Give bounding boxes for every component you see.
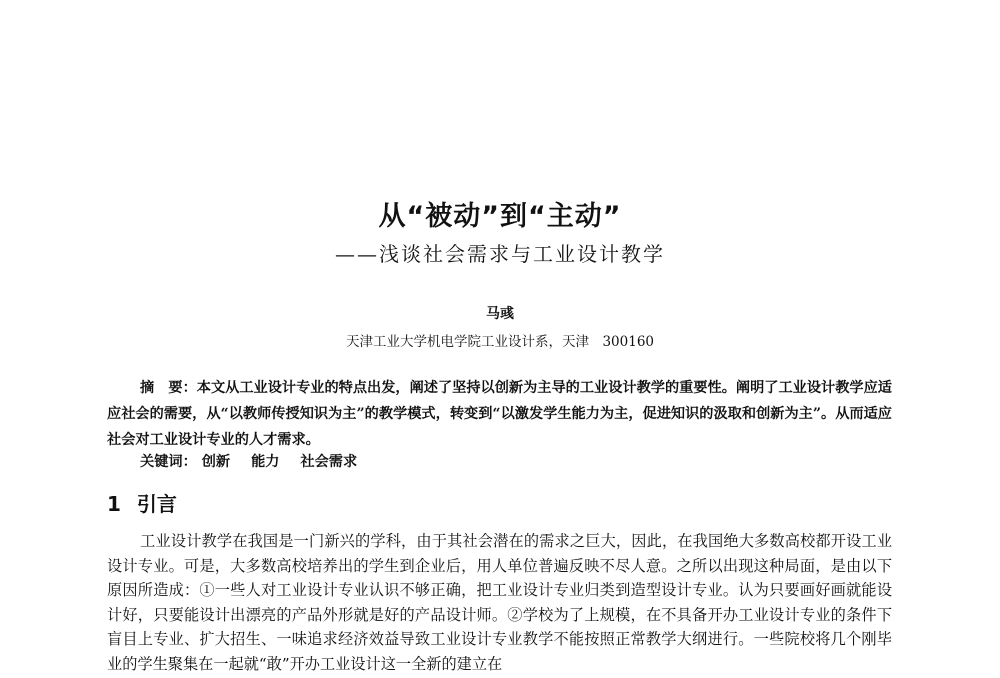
abstract-text: 本文从工业设计专业的特点出发，阐述了坚持以创新为主导的工业设计教学的重要性。阐明了工业设计教学应适应社会的需要，从“以教师传授知识为主”的教学模式，转变到“以激发学生能力为主，促进知识的汲取和创新为主”。从而适应社会对工业设计专业的人才需求。 (107, 380, 892, 448)
keyword: 社会需求 (300, 454, 358, 470)
author-name: 马彧 (486, 306, 514, 322)
abstract (107, 375, 892, 453)
section-heading (107, 488, 177, 517)
keywords (140, 451, 373, 471)
paper-title: 从“被动”到“主动” (378, 201, 622, 232)
keyword: 创新 (201, 454, 231, 470)
section-title: 引言 (136, 492, 177, 516)
author-affiliation: 天津工业大学机电学院工业设计系，天津 300160 (345, 334, 655, 350)
section-number: 1 (107, 492, 121, 516)
keywords-label: 关键词： (140, 454, 197, 470)
paper-subtitle: ——浅谈社会需求与工业设计教学 (335, 242, 665, 266)
body-paragraph (107, 529, 892, 676)
body-text: 工业设计教学在我国是一门新兴的学科，由于其社会潜在的需求之巨大，因此，在我国绝大多数高校都开设工业设计专业。可是，大多数高校培养出的学生到企业后，用人单位普遍反映不尽人意。之所以出现这种局面，是由以下原因所造成：①一些人对工业设计专业认识不够正确，把工业设计专业归类到造型设计专业。认为只要画好画就能设计好，只要能设计出漂亮的产品外形就是好的产品设计师。②学校为了上规模，在不具备开办工业设计专业的条件下盲目上专业、扩大招生、一味追求经济效益导致工业设计专业教学不能按照正常教学大纲进行。一些院校将几个刚毕业的学生聚集在一起就“敢”开办工业设计这一全新的建立在 (107, 532, 892, 673)
keyword: 能力 (251, 454, 280, 470)
abstract-label: 摘 要： (140, 380, 197, 396)
